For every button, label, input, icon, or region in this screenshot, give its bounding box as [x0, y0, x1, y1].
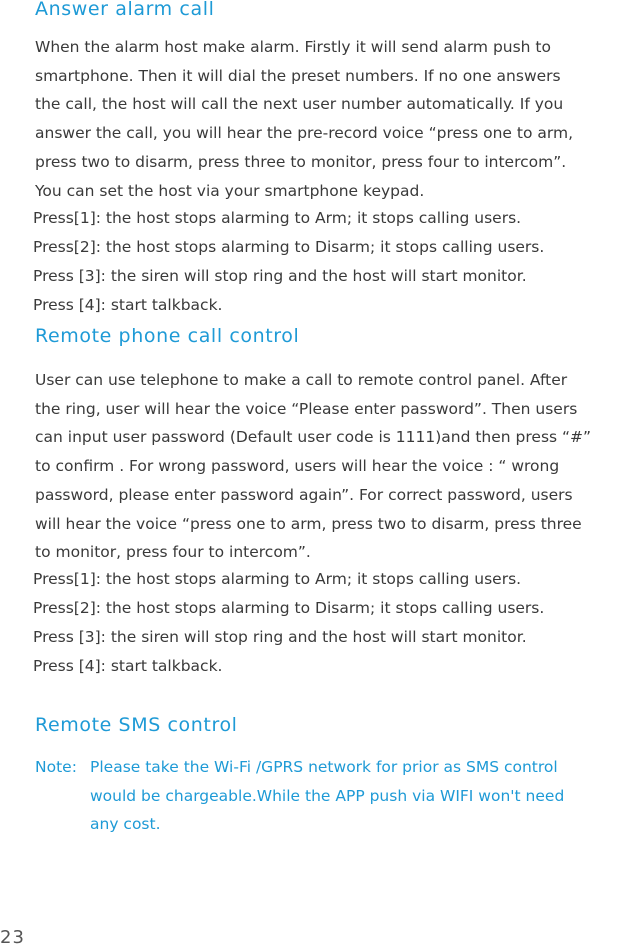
paragraph-line: to confirm . For wrong password, users will hear the voice : “ wrong [35, 457, 560, 476]
remote-phone-keypad-options [33, 565, 544, 681]
note-line: Please take the Wi-Fi /GPRS network for prior as SMS control [90, 758, 558, 776]
paragraph-line: can input user password (Default user code is 1111)and then press “#” [35, 428, 592, 447]
keypad-option-4: Press [4]: start talkback. [33, 296, 223, 314]
paragraph-line: You can set the host via your smartphone keypad. [35, 181, 425, 200]
paragraph-line: the call, the host will call the next user number automatically. If you [35, 95, 564, 114]
answer-keypad-options [33, 204, 544, 320]
section-title-answer-alarm-call: Answer alarm call [35, 0, 215, 20]
note-label: Note: [35, 758, 77, 776]
sms-note [35, 753, 564, 839]
keypad-option-1: Press[1]: the host stops alarming to Arm; it stops calling users. [33, 570, 522, 588]
paragraph-line: to monitor, press four to intercom”. [35, 543, 311, 562]
paragraph-line: password, please enter password again”. For correct password, users [35, 485, 573, 504]
keypad-option-2: Press[2]: the host stops alarming to Disarm; it stops calling users. [33, 238, 545, 256]
paragraph-line: answer the call, you will hear the pre-record voice “press one to arm, [35, 124, 573, 143]
paragraph-line: will hear the voice “press one to arm, press two to disarm, press three [35, 514, 582, 533]
paragraph-line: User can use telephone to make a call to remote control panel. After [35, 371, 568, 389]
keypad-option-3: Press [3]: the siren will stop ring and the host will start monitor. [33, 628, 527, 646]
paragraph-line: press two to disarm, press three to monitor, press four to intercom”. [35, 152, 567, 171]
answer-alarm-call-paragraph [35, 33, 629, 205]
page-number: 23 [0, 927, 25, 948]
keypad-option-3: Press [3]: the siren will stop ring and the host will start monitor. [33, 267, 527, 285]
note-line: any cost. [90, 815, 161, 833]
section-title-remote-sms-control: Remote SMS control [35, 714, 238, 736]
paragraph-line: When the alarm host make alarm. Firstly it will send alarm push to [35, 38, 551, 56]
remote-phone-call-paragraph [35, 366, 629, 567]
paragraph-line: the ring, user will hear the voice “Please enter password”. Then users [35, 399, 578, 418]
section-title-remote-phone-call-control: Remote phone call control [35, 325, 300, 347]
paragraph-line: smartphone. Then it will dial the preset numbers. If no one answers [35, 66, 561, 85]
keypad-option-2: Press[2]: the host stops alarming to Disarm; it stops calling users. [33, 599, 545, 617]
keypad-option-4: Press [4]: start talkback. [33, 657, 223, 675]
note-line: would be chargeable.While the APP push via WIFI won't need [90, 786, 565, 805]
keypad-option-1: Press[1]: the host stops alarming to Arm; it stops calling users. [33, 209, 522, 227]
